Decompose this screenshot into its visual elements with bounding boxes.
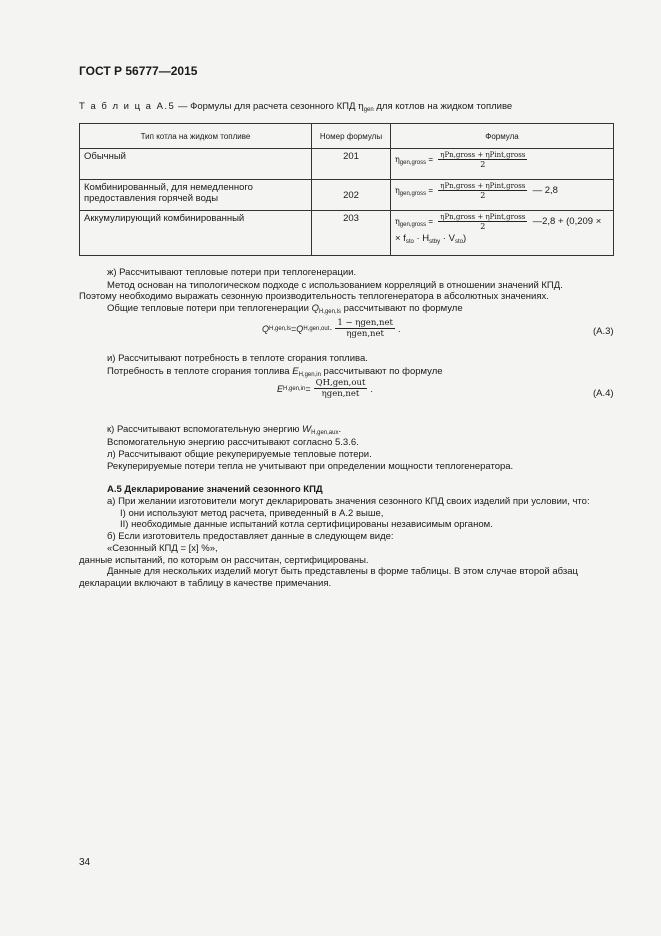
fraction-denominator: 2: [480, 160, 486, 169]
para-need-symbol: E: [292, 366, 299, 377]
eq-a4-denominator: ηgen,net: [321, 389, 360, 399]
eq-a3-rhs-sub: H,gen,out: [303, 325, 330, 332]
equation-a4: [277, 378, 373, 399]
row-formula: [391, 180, 614, 211]
para-method-2: Поэтому необходимо выражать сезонную производительность теплогенератора в абсолютных значениях.: [79, 291, 549, 302]
para-need-text-end: рассчитывают по формуле: [320, 366, 443, 377]
para-a5-i: I) они используют метод расчета, приведенный в А.2 выше,: [120, 508, 384, 519]
eq-a3-lhs-sub: H,gen,ls: [269, 325, 292, 332]
table-caption: [79, 101, 512, 113]
para-a5-a: а) При желании изготовители могут декларировать значения сезонного КПД своих изделий при условии, что:: [107, 496, 590, 507]
row-formula-number: 203: [312, 211, 391, 256]
formula-lhs: η: [395, 217, 400, 227]
formula-lhs-sub: gen,gross: [399, 191, 427, 198]
para-method-1: Метод основан на типологическом подходе с использованием корреляций в отношении значений КПД.: [107, 280, 563, 291]
table-caption-eta-sub: gen: [363, 107, 374, 113]
eq-a4-fraction: [314, 378, 368, 399]
eq-a3-fraction: [335, 318, 395, 339]
formula-fraction: [438, 151, 527, 169]
formula-eq: =: [426, 217, 436, 227]
equation-a3: [262, 318, 400, 339]
table-row: [80, 180, 614, 211]
fraction-numerator: ηPn,gross + ηPint,gross: [440, 213, 526, 221]
header-formula-number: Номер формулы: [312, 124, 391, 149]
table-row: [80, 211, 614, 256]
para-general-text: Общие тепловые потери при теплогенерации: [107, 303, 312, 314]
formula-lhs-sub: gen,gross: [399, 160, 427, 167]
para-k: [107, 424, 341, 436]
formula-tail: —2,8 + (0,209 ×: [532, 216, 602, 228]
para-zh: ж) Рассчитывают тепловые потери при теплогенерации.: [107, 267, 357, 278]
standard-header: ГОСТ Р 56777—2015: [79, 64, 198, 78]
formula-second-line: [395, 233, 609, 245]
para-a5-ii: II) необходимые данные испытаний котла сертифицированы независимым органом.: [120, 519, 493, 530]
table-caption-text-before: — Формулы для расчета сезонного КПД: [175, 101, 359, 112]
table-caption-text-after: для котлов на жидком топливе: [373, 101, 513, 112]
formula-fraction: [438, 213, 527, 231]
para-general: [107, 303, 463, 315]
eq-a3-eq: =: [291, 323, 297, 334]
eq-a4-lhs-sub: H,gen,in: [283, 385, 306, 392]
para-i: и) Рассчитывают потребность в теплоте сгорания топлива.: [107, 353, 368, 364]
para-recup: Рекуперируемые потери тепла не учитывают при определении мощности теплогенератора.: [107, 461, 514, 472]
para-general-text-end: рассчитывают по формуле: [340, 303, 463, 314]
formula-line2-sub: sto: [454, 239, 463, 245]
para-need: [107, 366, 443, 378]
formula-eq: =: [426, 186, 436, 196]
para-aux: Вспомогательную энергию рассчитывают согласно 5.3.6.: [107, 437, 359, 448]
table-row: [80, 149, 614, 180]
formula-table: [79, 123, 614, 256]
row-formula-number: 201: [312, 149, 391, 180]
para-general-symbol: Q: [311, 303, 319, 314]
formula-line2-sub: sto: [405, 239, 414, 245]
eq-a3-denominator: ηgen,net: [346, 329, 384, 339]
eq-a4-lhs: E: [277, 383, 284, 394]
table-caption-prefix: Т а б л и ц а А.5: [79, 101, 176, 112]
para-k-text: к) Рассчитывают вспомогательную энергию: [107, 424, 303, 435]
table-caption-eta: η: [358, 101, 364, 112]
formula-line2-start: × f: [395, 233, 406, 244]
equation-a4-label: (А.4): [593, 388, 614, 399]
row-boiler-type: Аккумулирующий комбинированный: [80, 211, 312, 256]
para-a5-tested: данные испытаний, по которым он рассчитан, сертифицированы.: [79, 555, 369, 566]
para-k-end: .: [338, 424, 342, 435]
para-a5-many-2: декларации включают в таблицу в качестве примечания.: [79, 578, 332, 589]
para-need-sub: H,gen,in: [298, 372, 321, 378]
eq-a3-numerator: 1 − ηgen,net: [337, 318, 393, 328]
header-formula: Формула: [391, 124, 614, 149]
fraction-denominator: 2: [480, 191, 486, 200]
fraction-denominator: 2: [480, 222, 486, 231]
eq-a4-end: .: [370, 383, 373, 394]
page-number: 34: [79, 857, 91, 868]
para-general-sub: H,gen,ls: [318, 309, 341, 315]
row-boiler-type: Комбинированный, для немедленного предоставления горячей воды: [80, 180, 312, 211]
formula-lhs: η: [395, 186, 400, 196]
formula-lhs-sub: gen,gross: [399, 222, 427, 229]
row-formula: [391, 211, 614, 256]
para-a5-quote: «Сезонный КПД = [x] %»,: [107, 543, 218, 554]
para-k-sub: H,gen,aux: [311, 430, 339, 436]
row-formula-number: 202: [312, 180, 391, 211]
formula-line2-mid: · H: [413, 233, 430, 244]
eq-a3-rhs: Q: [296, 323, 304, 334]
header-boiler-type: Тип котла на жидком топливе: [80, 124, 312, 149]
para-k-symbol: W: [302, 424, 312, 435]
row-boiler-type: Обычный: [80, 149, 312, 180]
formula-fraction: [438, 182, 527, 200]
formula-line2-sub: stby: [429, 239, 441, 245]
fraction-numerator: ηPn,gross + ηPint,gross: [440, 182, 526, 190]
eq-a4-eq: =: [305, 383, 311, 394]
formula-line2-end: ): [462, 233, 467, 244]
para-l: л) Рассчитывают общие рекуперируемые тепловые потери.: [107, 449, 372, 460]
formula-lhs: η: [395, 155, 400, 165]
eq-a3-dot: ·: [329, 323, 333, 334]
formula-eq: =: [426, 155, 436, 165]
fraction-numerator: ηPn,gross + ηPint,gross: [440, 151, 526, 159]
row-formula: [391, 149, 614, 180]
formula-tail: — 2,8: [532, 185, 558, 197]
eq-a3-end: .: [397, 323, 401, 334]
equation-a3-label: (А.3): [593, 326, 614, 337]
eq-a3-lhs: Q: [262, 323, 270, 334]
table-header-row: [80, 124, 614, 149]
formula-line2-mid: · V: [440, 233, 455, 244]
section-a5-title: А.5 Декларирование значений сезонного КПД: [107, 484, 323, 495]
para-a5-many-1: Данные для нескольких изделий могут быть представлены в форме таблицы. В этом случае второй абзац: [107, 566, 578, 577]
eq-a4-numerator: QH,gen,out: [315, 378, 366, 388]
para-a5-b: б) Если изготовитель предоставляет данные в следующем виде:: [107, 531, 394, 542]
para-need-text: Потребность в теплоте сгорания топлива: [107, 366, 293, 377]
